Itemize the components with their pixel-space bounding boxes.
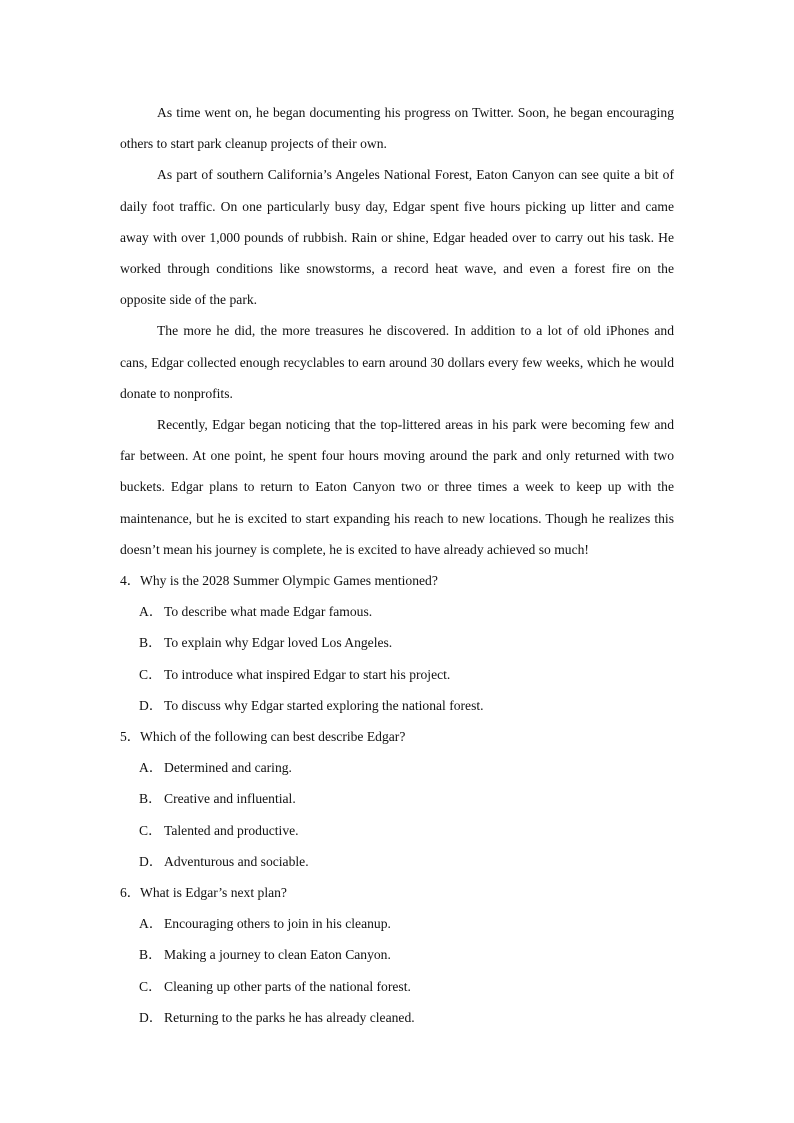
question-number: 5． (120, 729, 141, 745)
option-letter: A． (139, 760, 163, 776)
option-b (120, 939, 674, 970)
option-letter: D． (139, 853, 163, 869)
question-stem (120, 565, 674, 596)
question-number: 6． (120, 885, 141, 901)
option-a (120, 752, 674, 783)
option-letter: A． (139, 916, 163, 932)
option-text: Determined and caring. (164, 760, 292, 776)
option-b (120, 783, 674, 814)
passage-paragraph-2: As part of southern California’s Angeles National Forest, Eaton Canyon can see quite a bit of daily foot traffic. On one particularly busy day, Edgar spent five hours picking up litter and came away with over 1,000 pounds of rubbish. Rain or shine, Edgar headed over to carry out his task. He worked through conditions like snowstorms, a record heat wave, and even a forest fire on the opposite side of the park. (120, 167, 674, 308)
option-text: Encouraging others to join in his cleanup. (164, 916, 391, 932)
option-list (120, 596, 674, 721)
option-text: Talented and productive. (164, 822, 299, 838)
option-d (120, 690, 674, 721)
option-letter: B． (139, 635, 162, 651)
document-content (120, 97, 674, 1033)
option-a (120, 908, 674, 939)
question-stem (120, 877, 674, 908)
question-text: Which of the following can best describe Edgar? (140, 729, 406, 745)
option-d (120, 1002, 674, 1033)
option-c (120, 659, 674, 690)
option-c (120, 971, 674, 1002)
option-letter: C． (139, 822, 162, 838)
option-text: To describe what made Edgar famous. (164, 604, 373, 620)
question-stem (120, 721, 674, 752)
option-letter: B． (139, 791, 162, 807)
option-letter: D． (139, 1009, 163, 1025)
option-text: To introduce what inspired Edgar to start his project. (164, 666, 451, 682)
option-letter: D． (139, 697, 163, 713)
option-c (120, 815, 674, 846)
passage-paragraph-3: The more he did, the more treasures he discovered. In addition to a lot of old iPhones and cans, Edgar collected enough recyclables to earn around 30 dollars every few weeks, which he would donate to nonprofits. (120, 323, 674, 401)
option-list (120, 752, 674, 877)
option-text: Returning to the parks he has already cleaned. (164, 1009, 415, 1025)
option-text: To explain why Edgar loved Los Angeles. (164, 635, 393, 651)
option-b (120, 627, 674, 658)
option-text: Adventurous and sociable. (164, 853, 309, 869)
option-a (120, 596, 674, 627)
option-text: Making a journey to clean Eaton Canyon. (164, 947, 391, 963)
option-d (120, 846, 674, 877)
question-text: What is Edgar’s next plan? (140, 885, 287, 901)
question-6 (120, 877, 674, 1033)
passage-paragraph-4: Recently, Edgar began noticing that the top-littered areas in his park were becoming few and far between. At one point, he spent four hours moving around the park and only returned with two buckets. Edgar plans to return to Eaton Canyon two or three times a week to keep up with the maintenance, but he is excited to start expanding his reach to new locations. Though he realizes this doesn’t mean his journey is complete, he is excited to have already achieved so much! (120, 417, 674, 557)
question-4 (120, 565, 674, 721)
option-letter: C． (139, 978, 162, 994)
option-letter: B． (139, 947, 162, 963)
passage-paragraph-1: As time went on, he began documenting his progress on Twitter. Soon, he began encouraging others to start park cleanup projects of their own. (120, 105, 674, 152)
option-text: Creative and influential. (164, 791, 296, 807)
option-text: Cleaning up other parts of the national forest. (164, 978, 411, 994)
option-letter: C． (139, 666, 162, 682)
option-text: To discuss why Edgar started exploring the national forest. (164, 697, 484, 713)
question-5 (120, 721, 674, 877)
question-number: 4． (120, 573, 141, 589)
question-text: Why is the 2028 Summer Olympic Games mentioned? (140, 573, 438, 589)
option-list (120, 908, 674, 1033)
option-letter: A． (139, 604, 163, 620)
